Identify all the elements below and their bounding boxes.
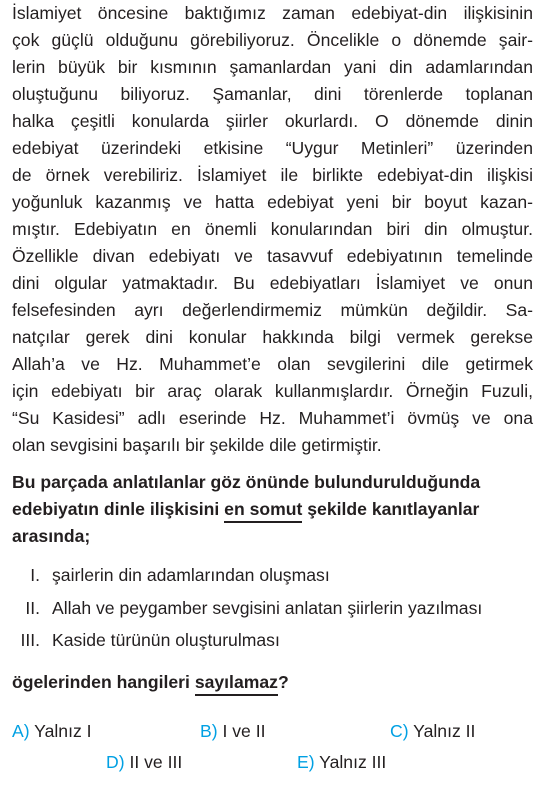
list-item (0, 563, 543, 587)
item-number: I. (30, 565, 40, 585)
answer-option-a[interactable] (12, 719, 92, 743)
passage-line: çok güçlü olduğunu görebiliyoruz. Öncelikle o dönemde şair- (12, 30, 533, 50)
passage-line: Allah’a ve Hz. Muhammet’e olan sevgilerini dile getirmek (12, 354, 533, 374)
list-item (0, 596, 543, 620)
passage (12, 0, 533, 459)
passage-line: de örnek verebiliriz. İslamiyet ile birlikte edebiyat-din ilişkisi (12, 165, 533, 185)
passage-line: mıştır. Edebiyatın en önemli konularından biri din olmuştur. (12, 219, 533, 239)
option-letter: D) (106, 752, 125, 772)
item-number: III. (20, 630, 40, 650)
option-letter: A) (12, 721, 30, 741)
passage-line: dini olgular yatmaktadır. Bu edebiyatları İslamiyet ve onun (12, 273, 533, 293)
list-item (0, 628, 543, 652)
passage-line: edebiyat üzerindeki etkisine “Uygur Metinleri” üzerinden (12, 138, 533, 158)
question-line (12, 496, 533, 523)
option-text: Yalnız III (319, 752, 387, 772)
option-letter: E) (297, 752, 315, 772)
item-text: Kaside türünün oluşturulması (52, 630, 280, 650)
question-line: arasında; (12, 526, 91, 546)
option-text: Yalnız I (34, 721, 92, 741)
passage-line: felsefesinden ayrı değerlendirmemiz mümkün değildir. Sa- (12, 300, 533, 320)
passage-line: Özellikle divan edebiyatı ve tasavvuf edebiyatının temelinde (12, 246, 533, 266)
option-letter: B) (200, 721, 218, 741)
passage-line: oluştuğunu biliyoruz. Şamanlar, dini törenlerde toplanan (12, 84, 533, 104)
answer-option-c[interactable] (390, 719, 475, 743)
passage-line: “Su Kasidesi” adlı eserinde Hz. Muhammet’i övmüş ve ona (12, 408, 533, 428)
question-stem (12, 469, 533, 550)
passage-line: halka çeşitli konularda şiirler okurlardı. O dönemde dinin (12, 111, 533, 131)
passage-line: yoğunluk kazanmış ve hatta edebiyat yeni bir boyut kazan- (12, 192, 533, 212)
item-text: şairlerin din adamlarından oluşması (52, 565, 330, 585)
item-text: Allah ve peygamber sevgisini anlatan şiirlerin yazılması (52, 598, 483, 618)
emphasis-underlined: en somut (224, 497, 302, 523)
answer-option-b[interactable] (200, 719, 266, 743)
question-line: Bu parçada anlatılanlar göz önünde bulundurulduğunda (12, 472, 481, 492)
passage-line: lerin büyük bir kısmının şamanlardan yani din adamlarından (12, 57, 533, 77)
passage-line: için edebiyatı bir araç olarak kullanmışlardır. Örneğin Fuzuli, (12, 381, 533, 401)
option-text: I ve II (222, 721, 266, 741)
option-text: II ve III (129, 752, 183, 772)
question-closing (12, 669, 289, 696)
option-text: Yalnız II (413, 721, 476, 741)
passage-line: natçılar gerek dini konular hakkında bilgi vermek gerekse (12, 327, 533, 347)
question-text: şekilde kanıtlayanlar (302, 499, 480, 519)
closing-text: ? (277, 672, 289, 692)
option-letter: C) (390, 721, 409, 741)
closing-text: ögelerinden hangileri (12, 672, 195, 692)
passage-line: olan sevgisini başarılı bir şekilde dile getirmiştir. (12, 435, 382, 455)
emphasis-underlined: sayılamaz (195, 670, 278, 696)
passage-line: İslamiyet öncesine baktığımız zaman edebiyat-din ilişkisinin (12, 3, 533, 23)
item-number: II. (25, 598, 40, 618)
answer-option-d[interactable] (106, 750, 182, 774)
answer-option-e[interactable] (297, 750, 386, 774)
question-text: edebiyatın dinle ilişkisini (12, 499, 225, 519)
